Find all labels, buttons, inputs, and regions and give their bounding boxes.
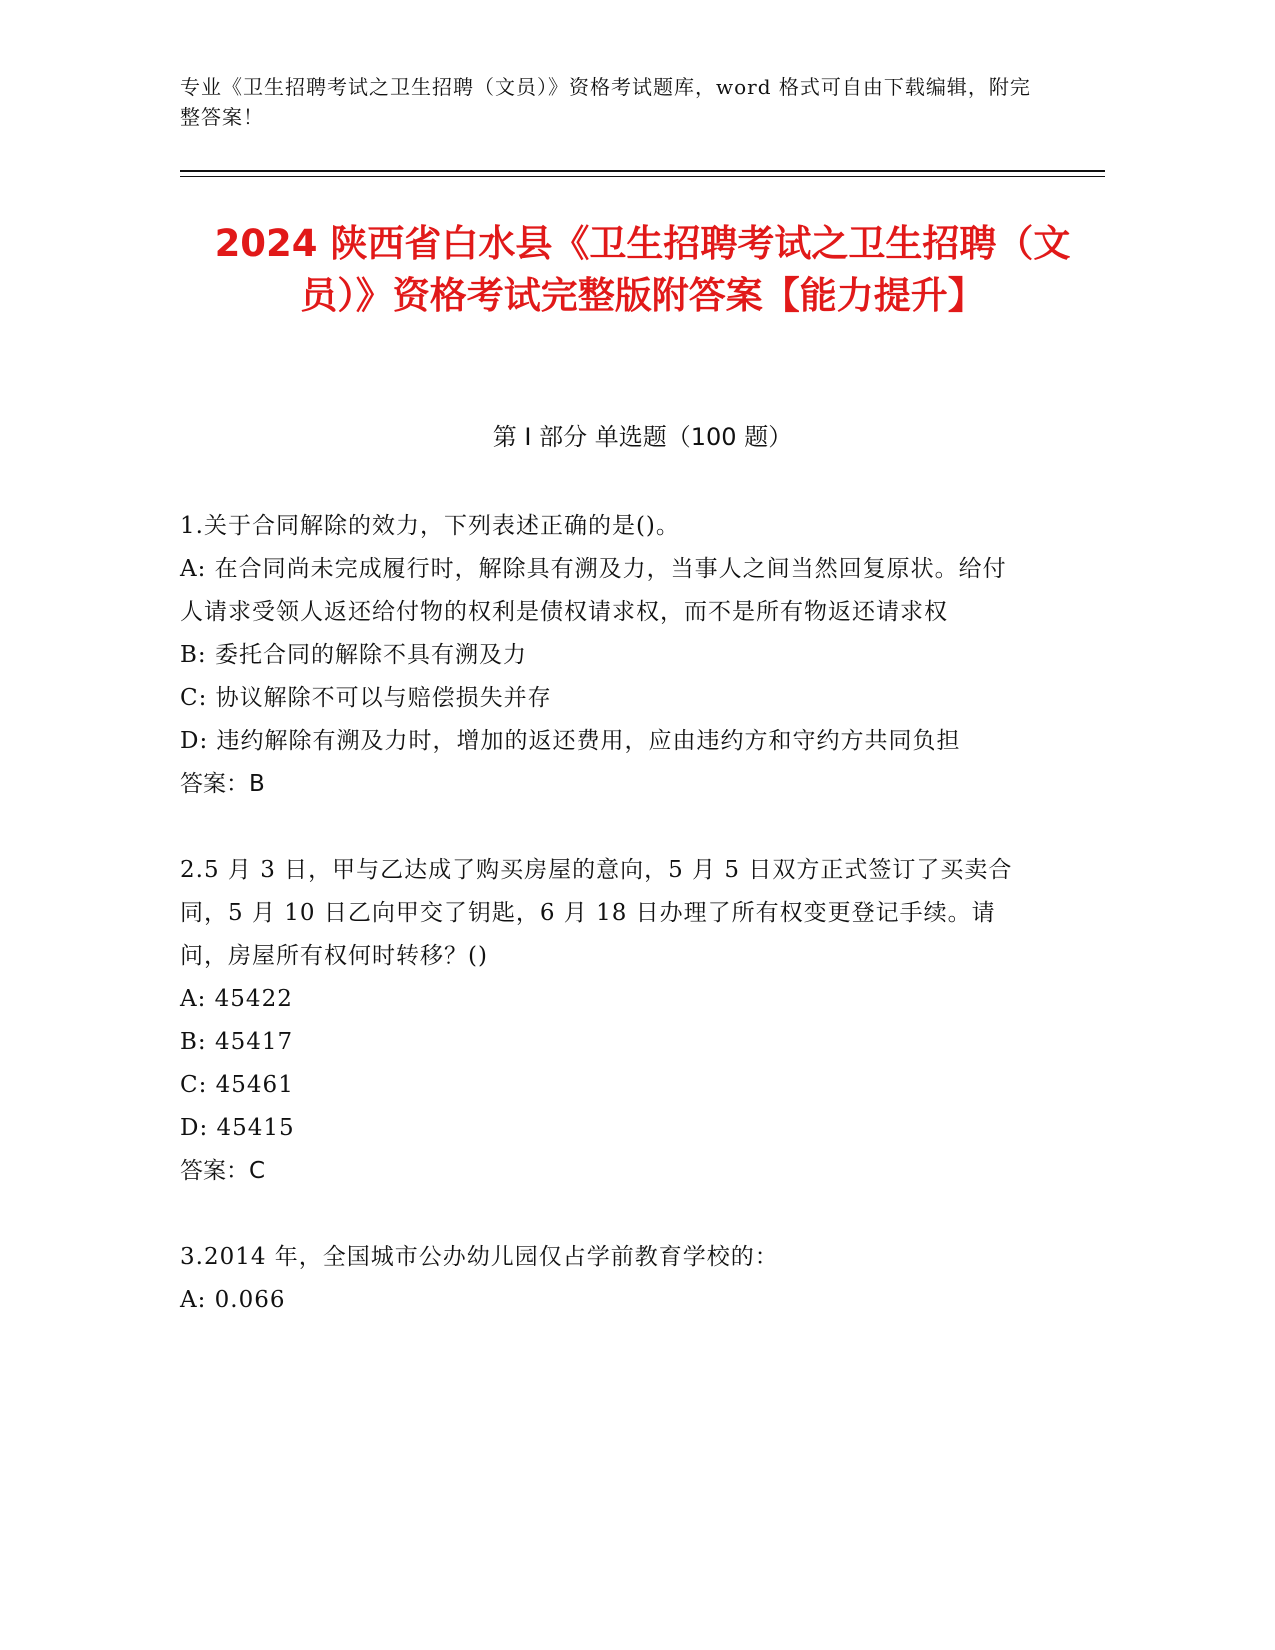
document-title: 2024 陕西省白水县《卫生招聘考试之卫生招聘（文员）》资格考试完整版附答案【能力提升】 bbox=[214, 222, 1071, 317]
option-b: B: 45417 bbox=[180, 1029, 294, 1055]
answer-label: 答案：B bbox=[180, 771, 265, 797]
header-divider-thin bbox=[180, 176, 1105, 177]
answer-label: 答案：C bbox=[180, 1158, 266, 1184]
question-stem: 1.关于合同解除的效力，下列表述正确的是()。 bbox=[180, 513, 680, 539]
header-note: 专业《卫生招聘考试之卫生招聘（文员）》资格考试题库，word 格式可自由下载编辑，附完整答案！ bbox=[180, 75, 1031, 129]
option-d: D: 违约解除有溯及力时，增加的返还费用，应由违约方和守约方共同负担 bbox=[180, 728, 961, 754]
question-stem: 2.5 月 3 日，甲与乙达成了购买房屋的意向，5 月 5 日双方正式签订了买卖合同，5 月 10 日乙向甲交了钥匙，6 月 18 日办理了所有权变更登记手续。请问，房屋所有权何时转移？() bbox=[180, 857, 1013, 969]
question-stem: 3.2014 年，全国城市公办幼儿园仅占学前教育学校的： bbox=[180, 1244, 779, 1270]
question-list bbox=[180, 505, 1030, 1322]
question-3 bbox=[180, 1236, 1030, 1322]
option-a: A: 在合同尚未完成履行时，解除具有溯及力，当事人之间当然回复原状。给付人请求受领人返还给付物的权利是债权请求权，而不是所有物返还请求权 bbox=[180, 556, 1007, 625]
question-spacer bbox=[180, 1193, 1030, 1236]
option-b: B: 委托合同的解除不具有溯及力 bbox=[180, 642, 527, 668]
question-1 bbox=[180, 505, 1030, 806]
question-spacer bbox=[180, 806, 1030, 849]
option-a: A: 0.066 bbox=[180, 1287, 286, 1313]
option-c: C: 45461 bbox=[180, 1072, 294, 1098]
header-divider-thick bbox=[180, 170, 1105, 172]
option-a: A: 45422 bbox=[180, 986, 293, 1012]
option-c: C: 协议解除不可以与赔偿损失并存 bbox=[180, 685, 552, 711]
question-2 bbox=[180, 849, 1030, 1193]
option-d: D: 45415 bbox=[180, 1115, 295, 1141]
section-heading: 第 I 部分 单选题（100 题） bbox=[492, 423, 793, 451]
